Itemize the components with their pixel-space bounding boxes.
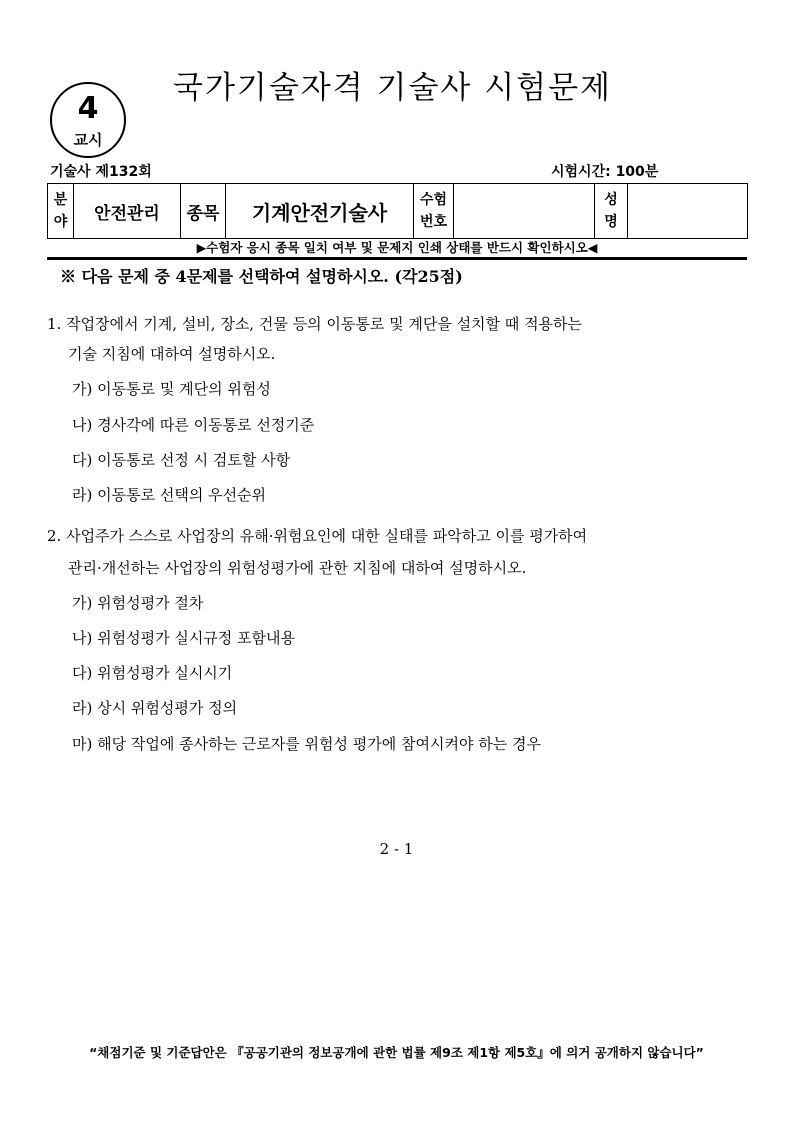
page-title: 국가기술자격 기술사 시험문제 <box>173 70 613 106</box>
question-2-item-3: 다) 위험성평가 실시시기 <box>72 664 233 682</box>
category-label: 종목 <box>181 184 226 239</box>
session-number: 4 <box>77 91 99 126</box>
question-2-line-1: 2. 사업주가 스스로 사업장의 유해·위험요인에 대한 실태를 파악하고 이를 평가하여 <box>47 527 588 545</box>
divider <box>47 257 747 260</box>
exam-number-field[interactable] <box>454 184 595 239</box>
page-number: 2 - 1 <box>379 840 414 858</box>
question-1-item-1: 가) 이동통로 및 계단의 위험성 <box>72 380 271 398</box>
name-field[interactable] <box>628 184 748 239</box>
instruction-text: ※ 다음 문제 중 4문제를 선택하여 설명하시오. (각25점) <box>60 267 463 286</box>
field-label-line-2: 야 <box>53 214 68 230</box>
exam-number-label-line-2: 번호 <box>419 214 448 230</box>
name-label <box>595 184 628 239</box>
candidate-info-table <box>47 183 748 239</box>
session-badge <box>50 82 126 158</box>
question-2-item-2: 나) 위험성평가 실시규정 포함내용 <box>72 629 296 647</box>
exam-number-label-line-1: 수험 <box>419 192 448 208</box>
session-label: 교시 <box>73 131 103 149</box>
field-label-line-1: 분 <box>53 192 68 208</box>
question-2-item-5: 마) 해당 작업에 종사하는 근로자를 위험성 평가에 참여시켜야 하는 경우 <box>72 735 541 753</box>
category-value: 기계안전기술사 <box>226 184 414 239</box>
question-2-line-2: 관리·개선하는 사업장의 위험성평가에 관한 지침에 대하여 설명하시오. <box>68 559 527 577</box>
name-label-line-2: 명 <box>604 214 618 230</box>
question-2-item-1: 가) 위험성평가 절차 <box>72 594 204 612</box>
question-1-item-3: 다) 이동통로 선정 시 검토할 사항 <box>72 451 291 469</box>
question-1-line-2: 기술 지침에 대하여 설명하시오. <box>68 345 276 363</box>
question-1-item-2: 나) 경사각에 따른 이동통로 선정기준 <box>72 416 315 434</box>
name-label-line-1: 성 <box>604 192 618 208</box>
exam-time: 시험시간: 100분 <box>551 164 659 180</box>
notice-bar: ▶수험자 응시 종목 일치 여부 및 문제지 인쇄 상태를 반드시 확인하시오◀ <box>196 240 598 255</box>
field-label <box>48 184 74 239</box>
field-value: 안전관리 <box>74 184 181 239</box>
exam-round: 기술사 제132회 <box>50 164 152 180</box>
question-2-item-4: 라) 상시 위험성평가 정의 <box>72 699 238 717</box>
question-1-line-1: 1. 작업장에서 기계, 설비, 장소, 건물 등의 이동통로 및 계단을 설치할 때 적용하는 <box>47 315 583 333</box>
exam-number-label <box>414 184 454 239</box>
question-1-item-4: 라) 이동통로 선택의 우선순위 <box>72 486 267 504</box>
footer-note: “채점기준 및 기준답안은 『공공기관의 정보공개에 관한 법률 제9조 제1항 제5호』에 의거 공개하지 않습니다” <box>89 1045 704 1060</box>
